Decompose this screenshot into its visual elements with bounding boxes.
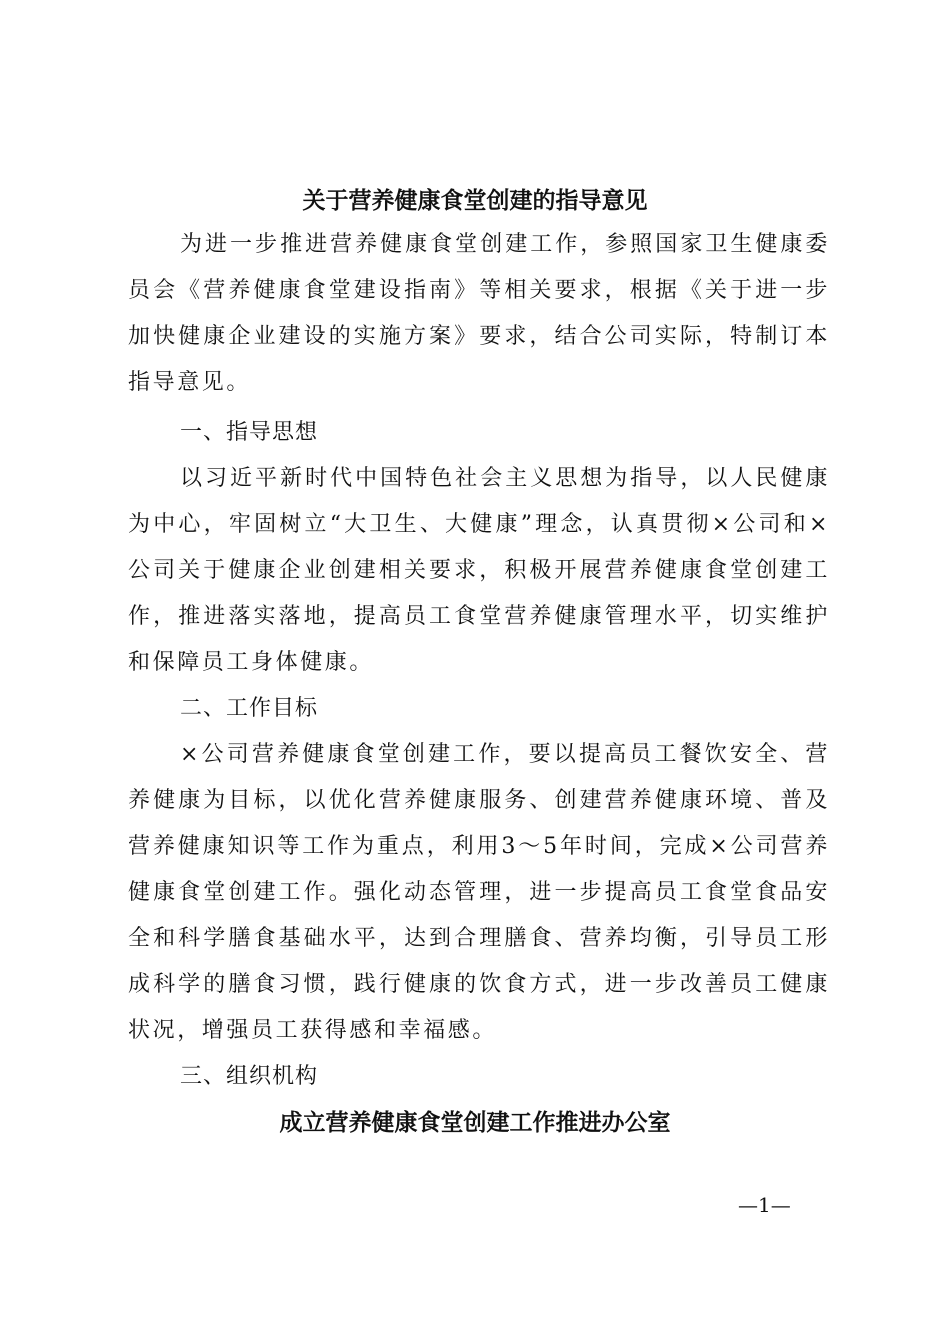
intro-paragraph: 为进一步推进营养健康食堂创建工作，参照国家卫生健康委员会《营养健康食堂建设指南》等相关要求，根据《关于进一步加快健康企业建设的实施方案》要求，结合公司实际，特制订本指导意见。: [128, 232, 830, 395]
section-heading-organization: 三、组织机构: [180, 1064, 319, 1089]
organization-subtitle: 成立营养健康食堂创建工作推进办公室: [279, 1109, 671, 1136]
section-heading-guiding-ideology: 一、指导思想: [180, 420, 319, 445]
document-title: 关于营养健康食堂创建的指导意见: [302, 187, 648, 214]
section-heading-work-goals: 二、工作目标: [180, 696, 319, 721]
section-paragraph-work-goals: ×公司营养健康食堂创建工作，要以提高员工餐饮安全、营养健康为目标，以优化营养健康服务、创建营养健康环境、普及营养健康知识等工作为重点，利用3～5年时间，完成×公司营养健康食堂创建工作。强化动态管理，进一步提高员工食堂食品安全和科学膳食基础水平，达到合理膳食、营养均衡，引导员工形成科学的膳食习惯，践行健康的饮食方式，进一步改善员工健康状况，增强员工获得感和幸福感。: [128, 742, 830, 1043]
section-paragraph-guiding-ideology: 以习近平新时代中国特色社会主义思想为指导，以人民健康为中心，牢固树立“大卫生、大健康”理念，认真贯彻×公司和×公司关于健康企业创建相关要求，积极开展营养健康食堂创建工作，推进落实落地，提高员工食堂营养健康管理水平，切实维护和保障员工身体健康。: [128, 466, 830, 675]
page-number: —1—: [738, 1193, 791, 1217]
